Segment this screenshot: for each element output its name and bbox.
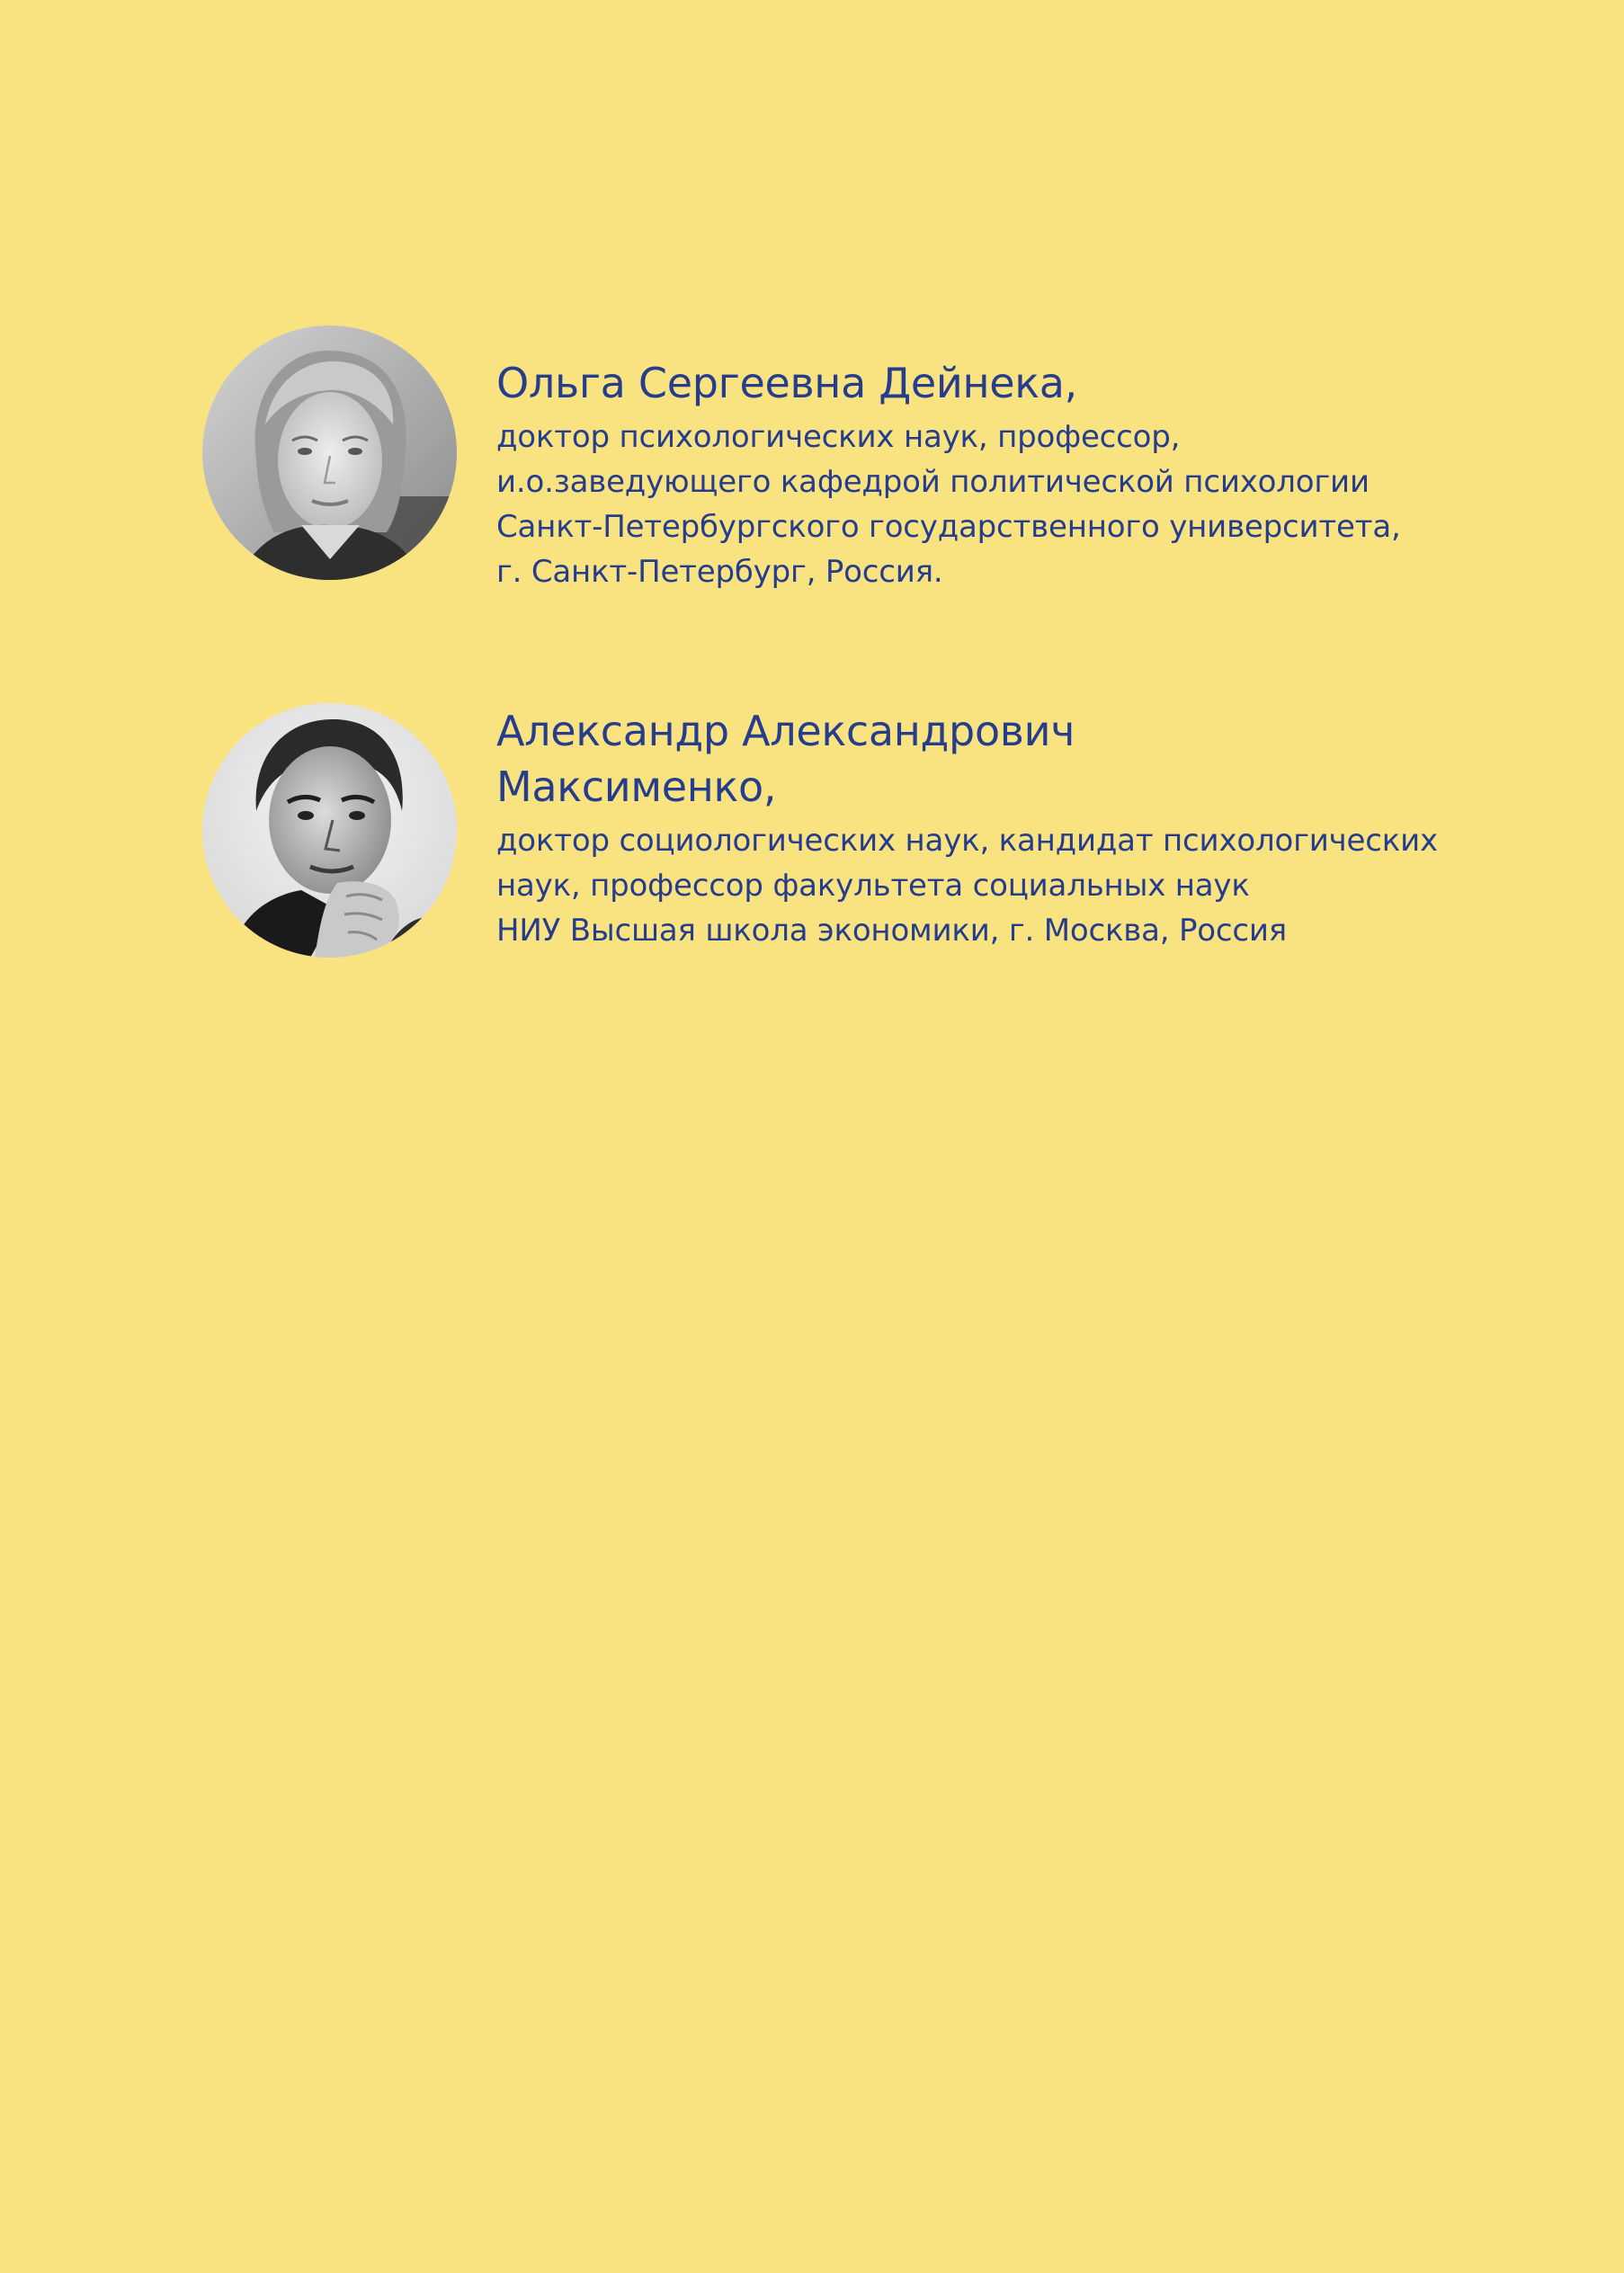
- author-description-line: доктор социологических наук, кандидат психологических: [496, 823, 1438, 859]
- author-description-line: доктор психологических наук, профессор,: [496, 419, 1181, 455]
- portrait-man-icon: [202, 703, 457, 958]
- author-description: [496, 414, 1486, 594]
- author-name: [496, 355, 1486, 411]
- author-name-line: Максименко,: [496, 762, 777, 811]
- author-name-line: Ольга Сергеевна Дейнека,: [496, 359, 1077, 407]
- author-name-line: Александр Александрович: [496, 707, 1075, 755]
- author-info: [496, 355, 1486, 594]
- author-description-line: г. Санкт-Петербург, Россия.: [496, 554, 943, 590]
- author-description-line: наук, профессор факультета социальных наук: [496, 868, 1250, 904]
- author-name: [496, 703, 1486, 815]
- author-info: [496, 703, 1486, 953]
- author-photo: [202, 703, 457, 958]
- author-description: [496, 818, 1486, 953]
- author-description-line: НИУ Высшая школа экономики, г. Москва, Россия: [496, 913, 1288, 949]
- portrait-woman-icon: [202, 325, 457, 580]
- author-photo: [202, 325, 457, 580]
- author-description-line: Санкт-Петербургского государственного университета,: [496, 509, 1401, 545]
- author-description-line: и.о.заведующего кафедрой политической психологии: [496, 464, 1370, 500]
